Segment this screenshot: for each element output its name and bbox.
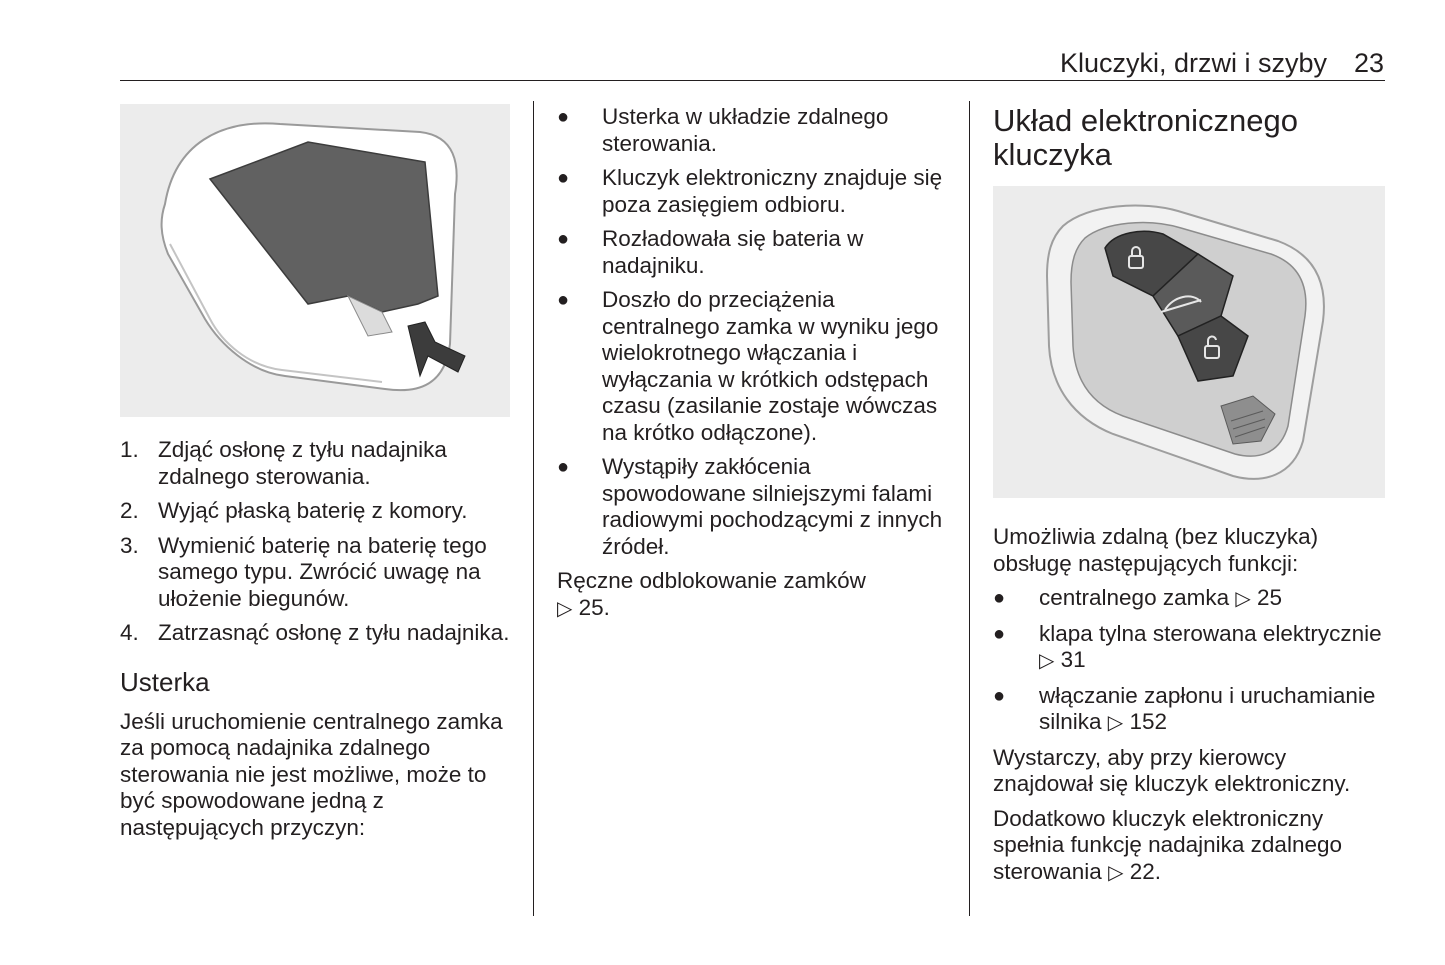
column-3 — [993, 104, 1385, 894]
fault-causes-list — [557, 104, 952, 560]
paragraph-2-ref[interactable]: 22. — [1129, 858, 1162, 884]
list-item — [993, 585, 1385, 613]
column-2 — [557, 104, 952, 630]
intro-paragraph: Umożliwia zdalną (bez kluczyka) obsługę następujących funkcji: — [993, 524, 1319, 576]
page-reference-triangle-icon: ▷ — [1108, 861, 1124, 884]
bullet-icon: ● — [557, 289, 570, 311]
key-fob-rear-figure — [120, 104, 510, 417]
electronic-key-heading: Układ elektronicznego kluczyka — [993, 103, 1299, 172]
list-item — [993, 683, 1385, 737]
manual-unlock-text: Ręczne odblokowanie zamków — [557, 568, 866, 593]
list-item-text: Kluczyk elektroniczny znajduje się poza zasięgiem odbioru. — [602, 165, 943, 217]
electronic-key-illustration — [993, 186, 1385, 498]
key-functions-list — [993, 585, 1385, 737]
function-text: klapa tylna sterowana elektrycznie — [1039, 620, 1382, 646]
column-1 — [120, 104, 515, 849]
page-reference-triangle-icon: ▷ — [1107, 712, 1124, 734]
bullet-icon: ● — [993, 587, 1006, 609]
function-ref[interactable]: 31 — [1060, 647, 1086, 672]
paragraph-1: Wystarczy, aby przy kierowcy znajdował się kluczyk elektroniczny. — [993, 744, 1351, 796]
list-item-content — [1039, 621, 1385, 675]
bullet-icon: ● — [557, 228, 570, 250]
function-text: centralnego zamka — [1039, 585, 1230, 610]
step-number: 3. — [120, 532, 139, 558]
list-item — [557, 287, 952, 446]
manual-unlock-paragraph — [557, 568, 952, 622]
step-item — [120, 498, 515, 525]
column-divider-1 — [533, 101, 534, 916]
list-item — [993, 621, 1385, 675]
list-item-text: Wystąpiły zakłócenia spowodowane silniejszymi falami radiowymi pochodzącymi z innych źródeł. — [602, 454, 943, 559]
usterka-paragraph: Jeśli uruchomienie centralnego zamka za pomocą nadajnika zdalnego sterowania nie jest możliwe, może to być spowodowane jedną z następujących przyczyn: — [120, 708, 503, 840]
usterka-heading: Usterka — [120, 666, 210, 697]
step-number: 2. — [120, 498, 139, 523]
bullet-icon: ● — [557, 106, 570, 128]
list-item-text: Doszło do przeciążenia centralnego zamka w wyniku jego wielokrotnego włączania i wyłączania w krótkich odstępach czasu (zasilanie zostaje wówczas na krótko odłączone). — [602, 287, 939, 445]
paragraph-2 — [993, 806, 1385, 887]
step-item — [120, 437, 515, 490]
step-text: Wyjąć płaską baterię z komory. — [158, 498, 468, 523]
step-item — [120, 620, 515, 647]
function-ref[interactable]: 152 — [1129, 709, 1167, 734]
electronic-key-figure — [993, 186, 1385, 498]
step-number: 1. — [120, 437, 139, 462]
bullet-icon: ● — [557, 456, 570, 478]
manual-unlock-ref[interactable]: 25. — [578, 594, 610, 620]
battery-steps-list — [120, 437, 515, 647]
list-item-text: Usterka w układzie zdalnego sterowania. — [602, 104, 889, 156]
list-item — [557, 165, 952, 218]
list-item — [557, 104, 952, 157]
header-rule — [120, 80, 1385, 81]
list-item-text: Rozładowała się bateria w nadajniku. — [602, 226, 864, 278]
step-text: Zdjąć osłonę z tyłu nadajnika zdalnego sterowania. — [158, 437, 447, 489]
step-number: 4. — [120, 620, 139, 645]
step-text: Zatrzasnąć osłonę z tyłu nadajnika. — [158, 620, 510, 645]
page-reference-triangle-icon: ▷ — [557, 597, 573, 620]
paragraph-2-text: Dodatkowo kluczyk elektroniczny spełnia funkcję nadajnika zdalnego sterowania — [993, 805, 1343, 884]
step-item — [120, 533, 515, 613]
bullet-icon: ● — [993, 622, 1006, 645]
page-reference-triangle-icon: ▷ — [1235, 588, 1251, 610]
list-item — [557, 454, 952, 560]
column-divider-2 — [969, 101, 970, 916]
header-section-title: Kluczyki, drzwi i szyby — [1059, 48, 1327, 78]
bullet-icon: ● — [993, 684, 1006, 707]
function-text: włączanie zapłonu i uruchamianie silnika — [1039, 682, 1376, 734]
list-item-content — [1039, 585, 1282, 613]
page-reference-triangle-icon: ▷ — [1039, 650, 1055, 672]
function-ref[interactable]: 25 — [1257, 585, 1283, 610]
list-item — [557, 226, 952, 279]
bullet-icon: ● — [557, 167, 570, 189]
step-text: Wymienić baterię na baterię tego samego typu. Zwrócić uwagę na ułożenie biegunów. — [158, 532, 487, 611]
page-number: 23 — [1353, 48, 1384, 78]
battery-cover-illustration — [120, 104, 510, 417]
list-item-content — [1039, 683, 1385, 737]
